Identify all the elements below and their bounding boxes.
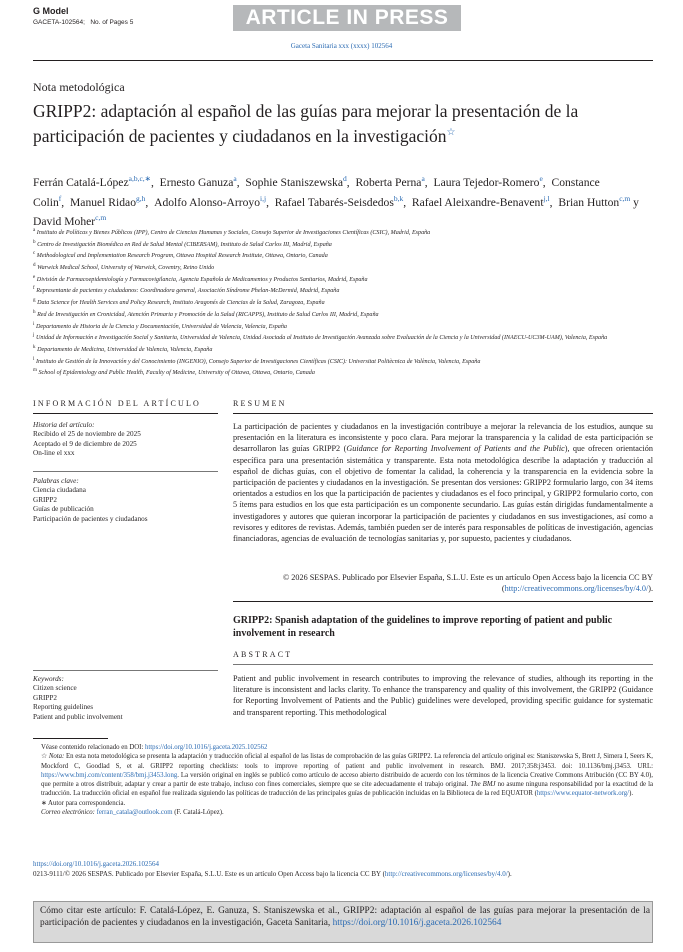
resumen-text [233,421,653,544]
page-count: No. of Pages 5 [90,19,134,26]
citation-text [40,906,650,929]
author-affiliation-mark[interactable]: e [539,174,543,183]
issn-text: 0213-9111/© 2026 SESPAS. Publicado por Elsevier España, S.L.U. Este es un artículo Open Access bajo la licencia CC BY ( [33,870,385,878]
author-affiliation-mark[interactable]: a,b,c,∗ [128,174,151,183]
header-divider [33,60,653,61]
author[interactable]: Constance Colin [33,175,600,209]
resumen-heading: RESUMEN [233,399,287,408]
footnotes [33,743,653,817]
issn-license-link[interactable]: http://creativecommons.org/licenses/by/4.0/ [384,870,508,878]
keyword: Patient and public involvement [33,712,123,721]
affiliation [33,320,658,332]
keyword: Ciencia ciudadana [33,486,86,495]
affiliation [33,273,658,285]
affiliation [33,249,658,261]
keywords-label: Palabras clave: [33,477,79,485]
issn-copyright-line [33,870,512,878]
keywords-en [33,675,218,722]
author[interactable]: Ernesto Ganuza [159,175,234,189]
affiliation-text: División de Farmacoepidemiología y Farmacovigilancia, Agencia Española de Medicamentos y Productos Sanitarios, Madrid, España [36,276,368,283]
author-list: Ferrán Catalá-López$^{a,b,c,∗}$, Ernesto Ganuza$^a$, Sophie Staniszewska$^d$, Roberta Perna$^a$, Laura Tejedor-Romero$^e$, Constance Colin$^f$, Manuel Ridao$^{g,h}$, Adolfo Alonso-Arroyo$^{i,j}$, Rafael Tabarés-Seisdedos$^{b,k}$, Rafael Aleixandre-Benavent$^{j,l}$, Brian Hutton$^{c,m}$ y David Moher$^{c,m}$ [33,174,639,229]
author[interactable]: Rafael Aleixandre-Benavent [411,195,544,209]
keywords-en-label: Keywords: [33,675,64,683]
received-date: Recibido el 25 de noviembre de 2025 [33,430,141,439]
keyword: Guías de publicación [33,505,94,514]
keywords-divider [33,471,218,472]
affiliation-letter: i [33,320,35,327]
corr-text: Autor para correspondencia. [48,799,126,807]
resumen-divider [233,413,653,414]
journal-citation-line[interactable]: Gaceta Sanitaria xxx (xxxx) 102564 [290,42,393,50]
online-date: On-line el xxx [33,449,75,458]
related-prefix: Véase contenido relacionado en DOI: [41,744,145,751]
keyword: Reporting guidelines [33,703,94,712]
related-doi-link[interactable]: https://doi.org/10.1016/j.gaceta.2025.102562 [145,744,268,751]
affiliation-text: Departamento de Historia de la Ciencia y Documentación, Universidad de Valencia, Valencia, España [35,323,287,330]
affiliation-letter: f [33,285,35,292]
affiliation-letter: g [33,297,36,304]
affiliation-letter: l [33,355,35,362]
corresponding-author-note [33,799,653,808]
keyword: GRIPP2 [33,693,57,702]
history-label: Historia del artículo: [33,421,95,429]
keyword: Participación de pacientes y ciudadanos [33,514,148,523]
keywords-en-divider [33,670,218,671]
article-in-press-banner: ARTICLE IN PRESS [233,5,461,31]
affiliation-text: Departamento de Medicina, Universidad de Valencia, Valencia, España [37,346,213,353]
author-affiliation-mark[interactable]: f [58,193,62,203]
corr-mark: ∗ [41,799,47,807]
author-affiliation-mark[interactable]: c,m [619,193,631,203]
affiliation [33,238,658,250]
affiliation-letter: b [33,238,36,245]
resumen-part: ), que ofrecen orientación específica para una presentación sistemática y transparente. Esta nota metodológica describe la adaptación y traducción al español de dichas guías, con el objetivo de fomentar la calidad, la coherencia y la transparencia en la evidencia sobre la participación de pacientes y ciudadanos en la investigación. Se presentan dos versiones: GRIPP2 formulario largo, con 34 ítems orientados a estudios en los que la participación de pacientes y ciudadanos es el foco principal, y GRIPP2 formulario corto, con 5 ítems para estudios en los que esta participación es un componente secundario. Las guías están dirigidas fundamentalmente a investigadores y autores que quieran incorporar la participación de pacientes y ciudadanos en sus investigaciones, así como a revisores y editores de revistas. Además, también pueden ser de interés para responsables de políticas de investigación, agencias financiadoras, agencias de evaluación de tecnologías sanitarias y, por supuesto, pacientes y ciudadanos. [233,444,653,544]
accepted-date: Aceptado el 9 de diciembre de 2025 [33,439,137,448]
note-text: . La versión original en inglés se publicó como artículo de acceso abierto distribuido de acuerdo con los términos de la licencia Creative Commons Atribución (CC BY 4.0), que permite a otros distribuir, adaptar y crear a partir de este trabajo, incluso con fines comerciales, siempre que se cite adecuadamente el trabajo original. [41,771,653,788]
author[interactable]: Rafael Tabarés-Seisdedos [274,195,394,209]
affiliation-text: Instituto de Políticas y Bienes Públicos (IPP), Centro de Ciencias Humanas y Sociales, Consejo Superior de Investigaciones Científicas (CSIC), Madrid, España [36,230,431,237]
resumen-guideline-name: Guidance for Reporting Involvement of Patients and the Public [346,444,565,454]
license-link[interactable]: http://creativecommons.org/licenses/by/4.0/ [504,584,649,594]
affiliation-letter: j [33,332,35,339]
affiliations-list [33,226,658,378]
keyword: GRIPP2 [33,495,57,504]
article-info-divider [33,413,218,414]
note-text: no asume ninguna responsabilidad por la exactitud de la traducción. La traducción oficial en español fue realizada siguiendo las políticas de traducción de las principales guías de publicación incluidas en la Biblioteca de la red EQUATOR ( [41,781,653,798]
article-title-text: GRIPP2: adaptación al español de las guías para mejorar la presentación de la participación de pacientes y ciudadanos en la investigación [33,101,579,146]
affiliation-text: Instituto de Gestión de la Innovación y del Conocimiento (INGENIO), Consejo Superior de Investigaciones Científicas (CSIC): Universitat Politècnica de València, Valencia, España [35,358,481,365]
email-link[interactable]: ferran_catala@outlook.com [96,808,173,816]
copyright-text: © 2026 SESPAS. Publicado por Elsevier España, S.L.U. Este es un artículo Open Access bajo la licencia CC BY ( [283,573,653,594]
author-conjunction: y [633,195,639,209]
author[interactable]: Adolfo Alonso-Arroyo [154,195,261,209]
note-mark: ☆ [41,753,48,761]
author-affiliation-mark[interactable]: j,l [543,193,550,203]
author-affiliation-mark[interactable]: b,k [393,193,404,203]
citation-body: Cómo citar este artículo: F. Catalá-López, E. Ganuza, S. Staniszewska et al., GRIPP2: adaptación al español de las guías para mejorar la presentación de la participación de pacientes y ciudadanos en la investigación, Gaceta Sanitaria, [40,906,650,928]
affiliation [33,331,658,343]
affiliation-letter: k [33,343,36,350]
author[interactable]: Ferrán Catalá-López [33,175,129,189]
email-label: Correo electrónico: [41,808,97,816]
affiliation-text: Methodological and Implementation Research Program, Ottawa Hospital Research Institute, Ottawa, Ontario, Canada [36,253,328,260]
g-model-label: G Model [33,6,69,16]
affiliation-text: Warwick Medical School, University of Warwick, Coventry, Reino Unido [37,265,215,272]
title-footnote-mark[interactable]: ☆ [446,127,456,138]
manuscript-id: GACETA-102564; [33,19,85,26]
affiliation [33,296,658,308]
issn-end: ). [507,870,512,878]
bmj-link[interactable]: https://www.bmj.com/content/358/bmj.j3453.long [41,771,178,779]
affiliation-letter: e [33,273,36,280]
translation-note [33,752,653,798]
author[interactable]: Laura Tejedor-Romero [433,175,540,189]
author-affiliation-mark[interactable]: i,j [260,193,267,203]
affiliation [33,355,658,367]
affiliation-text: Unidad de Información e Investigación Social y Sanitaria, Universidad de Valencia, Unidad Asociada al Instituto de Investigación Avanzada sobre Evaluación de la Ciencia y la Universidad (INAECU-UC3M-UAM), Valencia, España [35,335,608,342]
author-affiliation-mark[interactable]: a [421,174,425,183]
author-affiliation-mark[interactable]: a [233,174,237,183]
affiliation-text: School of Epidemiology and Public Health, Faculty of Medicine, University of Ottawa, Ottawa, Ontario, Canada [38,370,315,377]
related-content-note [33,743,653,752]
affiliation-text: Red de Investigación en Cronicidad, Atención Primaria y Promoción de la Salud (RICAPPS), Instituto de Salud Carlos III, Madrid, España [37,311,379,318]
affiliation [33,343,658,355]
affiliation-letter: h [33,308,36,315]
author-affiliation-mark[interactable]: g,h [136,193,146,203]
abstract-divider [233,664,653,665]
article-section-type: Nota metodológica [33,80,125,94]
note-text: ). [629,790,634,798]
affiliation-text: Data Science for Health Services and Policy Research, Instituto Aragonés de Ciencias de la Salud, Zaragoza, España [37,300,325,307]
affiliation-text: Centro de Investigación Biomédica en Red de Salud Mental (CIBERSAM), Instituto de Salud Carlos III, Madrid, España [37,241,332,248]
affiliation-letter: m [33,367,37,374]
email-note [33,808,653,817]
author-affiliation-mark[interactable]: d [342,174,347,183]
keyword: Citizen science [33,684,77,693]
author[interactable]: Roberta Perna [355,175,422,189]
author-affiliation-mark[interactable]: c,m [95,213,107,223]
equator-link[interactable]: https://www.equator-network.org/ [536,790,630,798]
resumen-part: La participación de pacientes y ciudadanos en la investigación contribuye a mejorar la relevancia de los estudios, aunque su presentación en la literatura es inconsistente y poco clara. Para mejorar la transparencia y la calidad de esta participación se desarrollaron las guías GRIPP2 ( [233,422,653,454]
affiliation-text: Representante de pacientes y ciudadanos: Coordinadora general, Asociación Síndrome Phelan-McDermid, Madrid, España [36,288,340,295]
author[interactable]: Brian Hutton [558,195,620,209]
note-label: Nota: [48,753,65,761]
affiliation-letter: a [33,227,36,233]
bmj-name: The BMJ [470,781,496,788]
abstract-heading: ABSTRACT [233,650,293,659]
keywords-es [33,477,218,524]
article-title [33,101,593,147]
author[interactable]: Manuel Ridao [69,195,136,209]
resumen-end-divider [233,601,653,602]
footnote-divider [33,738,108,739]
affiliation-letter: c [33,250,36,257]
affiliation [33,261,658,273]
copyright-end: ). [648,584,653,594]
citation-doi-link[interactable]: https://doi.org/10.1016/j.gaceta.2026.102564 [332,917,502,928]
publication-reference [33,19,133,26]
author[interactable]: Sophie Staniszewska [245,175,343,189]
affiliation [33,308,658,320]
english-title: GRIPP2: Spanish adaptation of the guidelines to improve reporting of patient and public involvement in research [233,615,613,639]
article-info-heading: INFORMACIÓN DEL ARTÍCULO [33,399,202,408]
affiliation [33,284,658,296]
article-doi-link[interactable]: https://doi.org/10.1016/j.gaceta.2026.102564 [33,860,160,868]
resumen-copyright [233,572,653,594]
author[interactable]: David Moher [33,215,96,229]
note-text: En esta nota metodológica se presenta la adaptación y traducción oficial al español de las listas de comprobación de las guías GRIPP2. La referencia del artículo original es: Staniszewska S, Brett J, Simera I, Seers K, Mockford C, Goodlad S, et al. GRIPP2 reporting checklists: tools to improve reporting of patient and public involvement in research. BMJ. 2017;358:j3453. doi: 10.1136/bmj.j3453. URL: [41,753,653,770]
abstract-text: Patient and public involvement in research contributes to improving the relevance of studies, although its reporting in the literature is inconsistent and lacks clarity. To enhance the transparency and quality of this involvement, the GRIPP2 (Guidance for Reporting Involvement of Patients and the Public) guidelines were developed, providing specific guidance for systematic and transparent reporting. This methodological [233,674,653,717]
email-name: (F. Catalá-López). [172,808,224,816]
affiliation-letter: d [33,262,36,269]
article-history [33,421,218,459]
affiliation [33,366,658,378]
affiliation [33,226,658,238]
